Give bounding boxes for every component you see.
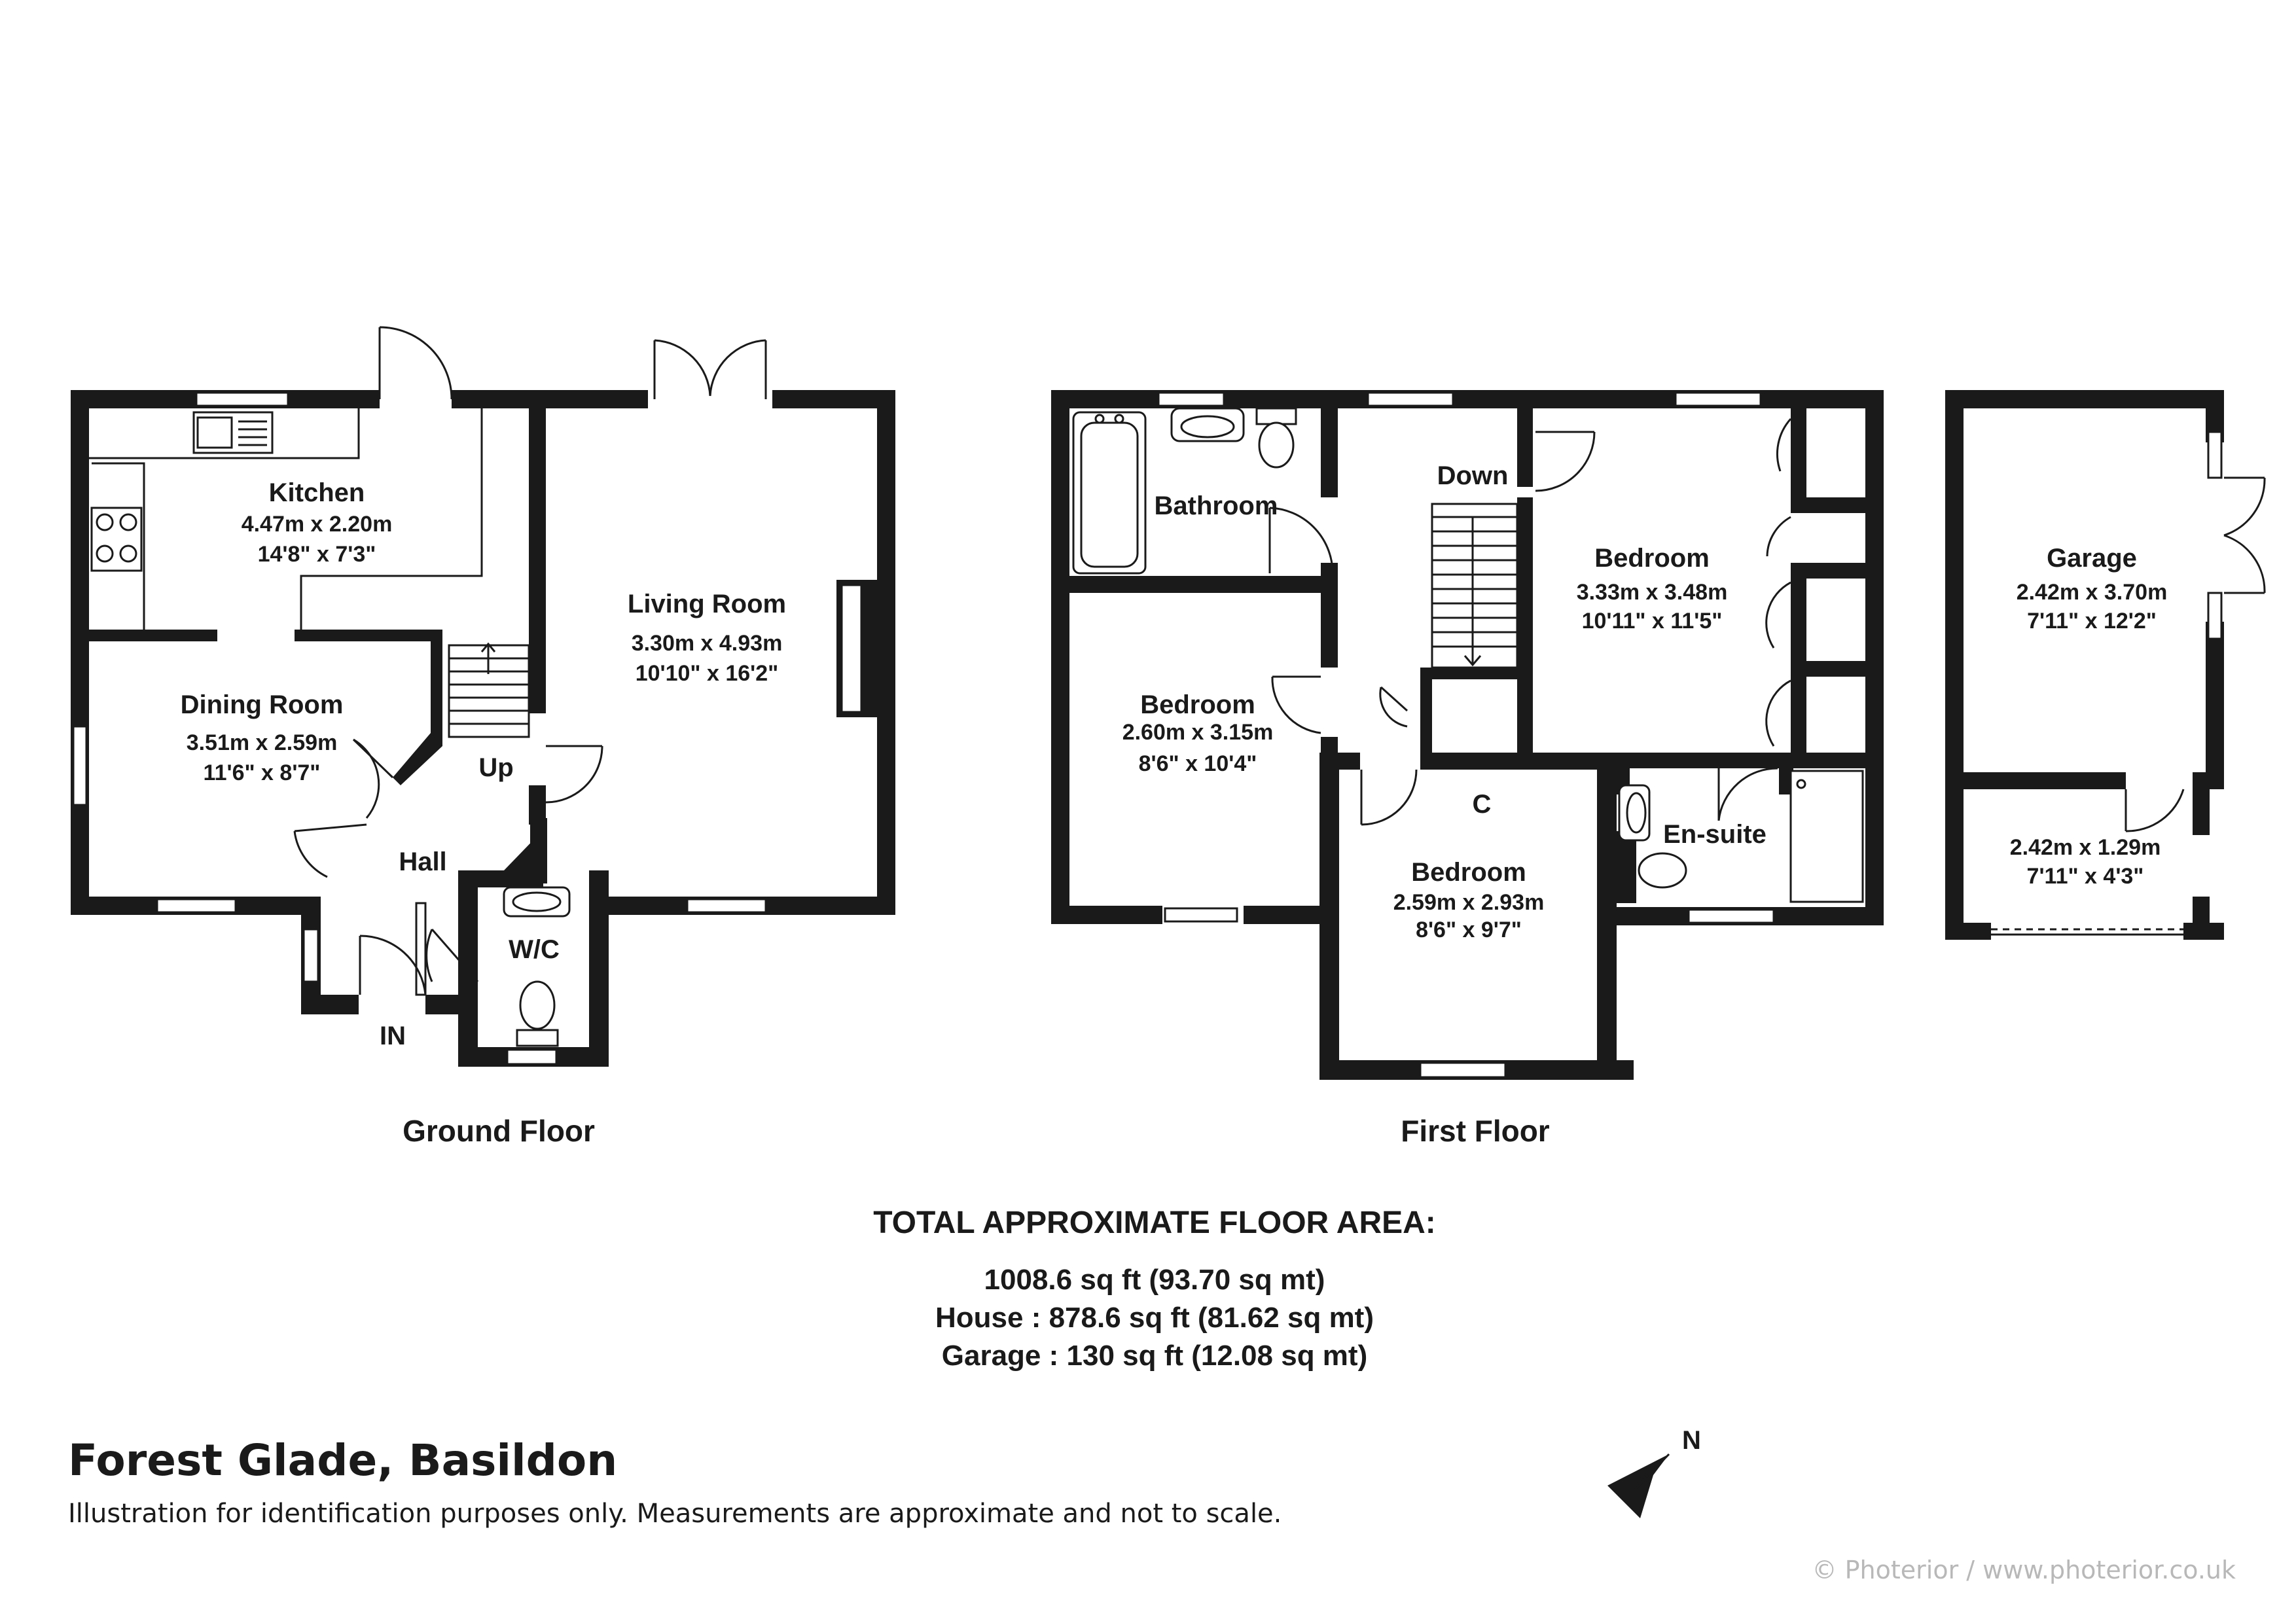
toilet-icon xyxy=(517,982,558,1046)
wardrobe-doors-icon xyxy=(1767,419,1791,746)
left-bedroom-door-icon xyxy=(1272,677,1321,733)
kitchen-name: Kitchen xyxy=(268,478,365,507)
back-door-icon xyxy=(380,327,452,399)
wall xyxy=(1945,390,1964,940)
wall xyxy=(1791,497,1882,513)
window xyxy=(687,899,766,912)
wall xyxy=(2193,772,2210,835)
left-bedroom-name: Bedroom xyxy=(1140,690,1255,719)
bottom-bedroom-imperial: 8'6" x 9'7" xyxy=(1416,918,1522,942)
window xyxy=(304,929,318,982)
landing-cupboard-door-icon xyxy=(1380,687,1407,726)
stairs-down-label: Down xyxy=(1437,461,1509,490)
ground-floor-plan xyxy=(71,327,895,1148)
kitchen-imperial: 14'8" x 7'3" xyxy=(257,542,376,567)
first-floor-plan xyxy=(1051,390,1884,1148)
area-total: 1008.6 sq ft (93.70 sq mt) xyxy=(984,1264,1325,1296)
toilet-icon xyxy=(1257,408,1296,467)
wall xyxy=(1321,406,1338,497)
wall xyxy=(1069,576,1334,593)
garage-side-doors-icon xyxy=(2224,478,2265,593)
window xyxy=(196,393,288,406)
wall xyxy=(529,785,546,825)
wc-name: W/C xyxy=(509,935,560,964)
bath-icon xyxy=(1073,412,1145,573)
garage-imperial: 7'11" x 12'2" xyxy=(2027,609,2157,633)
area-heading: TOTAL APPROXIMATE FLOOR AREA: xyxy=(873,1205,1436,1240)
wall xyxy=(1321,576,1338,668)
basin-icon xyxy=(504,887,569,916)
ensuite-name: En-suite xyxy=(1663,820,1767,849)
wall xyxy=(431,630,442,740)
window xyxy=(1165,908,1237,921)
ground-floor-label: Ground Floor xyxy=(403,1114,595,1148)
stairs-icon xyxy=(449,644,529,737)
hall-name: Hall xyxy=(399,847,447,876)
wall xyxy=(295,630,439,641)
wall xyxy=(89,630,217,641)
bottom-bedroom-name: Bedroom xyxy=(1411,858,1526,887)
bottom-bedroom-metric: 2.59m x 2.93m xyxy=(1393,890,1545,915)
window xyxy=(73,726,86,805)
window xyxy=(2208,593,2221,639)
window xyxy=(1689,910,1774,923)
kitchen-metric: 4.47m x 2.20m xyxy=(241,512,393,537)
wall xyxy=(1964,772,2126,789)
front-door-icon xyxy=(360,903,425,995)
wall xyxy=(1791,563,1806,677)
hearth xyxy=(842,585,861,712)
cupboard-label: C xyxy=(1472,790,1492,819)
basin-icon xyxy=(1619,785,1649,840)
wall xyxy=(1597,877,1617,923)
window xyxy=(507,1050,556,1064)
wall xyxy=(772,390,895,408)
wall xyxy=(1865,390,1884,925)
shower-icon xyxy=(1791,771,1863,902)
wall xyxy=(1321,753,1360,770)
wall xyxy=(877,390,895,915)
entrance-label: IN xyxy=(380,1022,406,1050)
garage-store-metric: 2.42m x 1.29m xyxy=(2009,835,2161,860)
main-bedroom-name: Bedroom xyxy=(1594,544,1710,573)
north-arrow-icon xyxy=(1607,1454,1669,1518)
wall xyxy=(1945,923,1991,940)
wall xyxy=(301,995,359,1014)
property-title: Forest Glade, Basildon xyxy=(68,1435,618,1486)
wall xyxy=(529,406,546,713)
living-room-imperial: 10'10" x 16'2" xyxy=(635,661,779,686)
stairs-up-label: Up xyxy=(478,753,514,782)
window xyxy=(1368,393,1453,406)
wall xyxy=(2206,622,2224,779)
garage-store-imperial: 7'11" x 4'3" xyxy=(2026,864,2144,889)
wall xyxy=(1420,668,1525,679)
bathroom-name: Bathroom xyxy=(1154,491,1278,520)
main-bedroom-metric: 3.33m x 3.48m xyxy=(1576,580,1728,605)
wall xyxy=(1244,906,1329,924)
floor-area-summary xyxy=(873,1205,1436,1372)
north-label: N xyxy=(1682,1426,1701,1455)
wall xyxy=(452,390,648,408)
wall xyxy=(2183,923,2210,940)
living-room-name: Living Room xyxy=(627,590,787,618)
wall xyxy=(1517,497,1533,759)
main-bedroom-imperial: 10'11" x 11'5" xyxy=(1581,609,1723,633)
wall xyxy=(1319,753,1339,1080)
left-bedroom-metric: 2.60m x 3.15m xyxy=(1122,720,1274,745)
sink-icon xyxy=(194,412,272,453)
wall xyxy=(1051,390,1069,923)
window xyxy=(1420,1063,1505,1077)
garage-plan xyxy=(1945,390,2265,940)
area-house: House : 878.6 sq ft (81.62 sq mt) xyxy=(935,1302,1374,1334)
garage-inner-door-icon xyxy=(2126,789,2183,831)
hob-icon xyxy=(92,508,141,571)
stairs-icon xyxy=(1432,504,1517,668)
area-garage: Garage : 130 sq ft (12.08 sq mt) xyxy=(941,1340,1368,1372)
french-doors-icon xyxy=(655,340,766,399)
main-bedroom-door-icon xyxy=(1535,432,1594,491)
window xyxy=(1676,393,1761,406)
wall xyxy=(530,818,547,883)
garage-name: Garage xyxy=(2047,544,2137,573)
disclaimer: Illustration for identification purposes only. Measurements are approximate and not to scale. xyxy=(68,1499,1282,1529)
wall xyxy=(1533,753,1884,768)
living-door-icon xyxy=(546,746,602,802)
wall xyxy=(1051,906,1162,924)
dining-room-name: Dining Room xyxy=(180,690,344,719)
dining-room-imperial: 11'6" x 8'7" xyxy=(203,760,321,785)
credit: © Photerior / www.photerior.co.uk xyxy=(1812,1556,2236,1584)
toilet-icon xyxy=(1617,842,1686,901)
wall xyxy=(1791,408,1806,507)
wall xyxy=(1791,661,1806,759)
wall xyxy=(1945,390,2223,408)
living-room-metric: 3.30m x 4.93m xyxy=(631,631,783,656)
garage-door-icon xyxy=(1991,929,2183,935)
bottom-bedroom-door-icon xyxy=(1361,770,1416,825)
wall xyxy=(71,390,89,915)
ensuite-door-icon xyxy=(1719,768,1778,821)
wall xyxy=(393,733,442,785)
window xyxy=(2208,432,2221,478)
wall xyxy=(1420,668,1432,759)
wall xyxy=(458,870,478,1067)
dining-room-metric: 3.51m x 2.59m xyxy=(186,730,338,755)
wall xyxy=(589,870,609,1067)
wall xyxy=(1517,408,1533,487)
first-floor-label: First Floor xyxy=(1401,1114,1550,1148)
garage-metric: 2.42m x 3.70m xyxy=(2016,580,2168,605)
window xyxy=(1158,393,1224,406)
basin-icon xyxy=(1172,408,1244,441)
window xyxy=(157,899,236,912)
left-bedroom-imperial: 8'6" x 10'4" xyxy=(1138,751,1257,776)
